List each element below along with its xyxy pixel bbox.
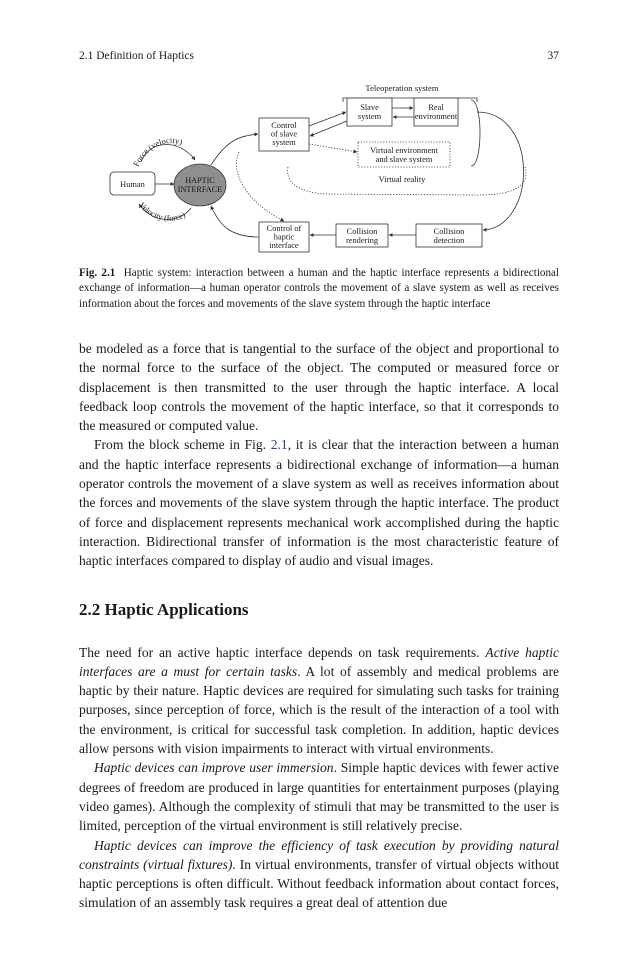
paragraph-3-emphasis: Active haptic interfaces are a must for certain tasks xyxy=(79,644,559,679)
paragraph-5-rest: . In virtual environments, transfer of virtual objects without haptic perceptions is often difficult. Without feedback information about contact forces, simulation of an assembly task requires a great deal of attention due xyxy=(79,856,559,911)
teleop-right-brace xyxy=(471,100,480,166)
control-slave-to-haptic-dotted xyxy=(236,152,284,221)
paragraph-3 xyxy=(79,643,559,759)
virtual-environment-line-2: and slave system xyxy=(375,155,433,164)
figure-caption xyxy=(79,266,559,312)
haptic-interface-line-2: INTERFACE xyxy=(177,185,223,194)
force-velocity-label: Force (velocity) xyxy=(131,136,184,169)
slave-system-line-2: system xyxy=(357,112,382,121)
paragraph-5-emphasis: Haptic devices can improve the efficiency of task execution by providing natural constraints (virtual fixtures) xyxy=(79,837,559,872)
feedback-return-curve xyxy=(477,112,524,230)
collision-rendering-line-2: rendering xyxy=(345,236,379,245)
paragraph-4-emphasis: Haptic devices can improve user immersion xyxy=(94,760,334,776)
body-text xyxy=(79,339,559,913)
running-header-section: 2.1 Definition of Haptics xyxy=(79,50,194,62)
virtual-reality-label: Virtual reality xyxy=(378,175,426,184)
section-heading: 2.2 Haptic Applications xyxy=(79,599,249,619)
figure-haptic-system xyxy=(79,74,559,260)
control-haptic-line-3: interface xyxy=(269,241,299,250)
paragraph-2-start: From the block scheme in Fig. xyxy=(94,437,271,453)
virtual-environment-box xyxy=(358,142,450,167)
paragraph-5 xyxy=(79,836,559,913)
collision-detection-box xyxy=(416,224,482,247)
collision-detection-line-1: Collision xyxy=(433,227,465,236)
human-label: Human xyxy=(120,180,145,189)
haptic-interface-line-1: HAPTIC xyxy=(185,176,215,185)
human-box xyxy=(110,172,155,195)
collision-rendering-line-1: Collision xyxy=(346,227,378,236)
haptic-to-control-slave-arrow xyxy=(211,134,258,165)
paragraph-3-start: The need for an active haptic interface depends on task requirements. xyxy=(79,644,486,660)
velocity-force-label: Velocity (force) xyxy=(137,200,187,223)
paragraph-2 xyxy=(79,435,559,570)
collision-rendering-box xyxy=(336,224,388,247)
real-environment-line-2: environment xyxy=(414,112,458,121)
figure-caption-text: Haptic system: interaction between a human and the haptic interface represents a bidirectional exchange of information—a human operator controls the movement of a slave system as well as receives information about the forces and movements of the slave system through the haptic interface xyxy=(79,267,559,310)
running-header xyxy=(79,50,559,66)
slave-system-line-1: Slave xyxy=(360,103,379,112)
paragraph-1: be modeled as a force that is tangential to the surface of the object and proportional to the normal force to the surface of the object. The computed or measured force or displacement is then transmitted to the user through the haptic interface. A local feedback loop controls the movement of the haptic interface, so that it corresponds to the measured or computed value. xyxy=(79,341,559,434)
control-slave-box xyxy=(259,118,309,151)
control-slave-line-2: of slave xyxy=(270,129,298,139)
figure-reference-link[interactable]: 2.1 xyxy=(270,437,288,453)
paragraph-4-rest: . Simple haptic devices with fewer active degrees of freedom are produced in large quantities for entertainment purposes (playing video games). Although the complexity of stimuli that may be transmitted to the user is limited, perception of the virtual environment is still relatively precise. xyxy=(79,760,559,834)
figure-caption-label: Fig. 2.1 xyxy=(79,267,116,279)
real-environment-box xyxy=(414,98,458,126)
real-environment-line-1: Real xyxy=(428,103,444,112)
haptic-interface-ellipse xyxy=(174,164,226,206)
control-slave-line-1: Control xyxy=(271,121,297,130)
paragraph-4 xyxy=(79,758,559,835)
control-to-virtual-arrow xyxy=(309,144,357,152)
teleop-label: Teleoperation system xyxy=(365,83,439,93)
control-haptic-line-1: Control of xyxy=(266,224,302,233)
control-slave-line-3: system xyxy=(272,138,296,147)
virtual-environment-line-1: Virtual environment xyxy=(370,146,438,155)
control-haptic-box xyxy=(259,222,309,252)
paragraph-2-rest: , it is clear that the interaction between a human and the haptic interface represents a bidirectional exchange of information—a human operator controls the movement of a slave system as well as receives information about the forces and movements of the slave system through the haptic interface. The product of force and displacement represents mechanical work accomplished during the haptic interaction. Bidirectional transfer of information is the most characteristic feature of haptic interfaces compared to display of audio and visual images. xyxy=(79,437,559,569)
collision-detection-line-2: detection xyxy=(433,236,465,245)
slave-system-box xyxy=(347,98,392,126)
control-haptic-to-interface-arrow xyxy=(211,206,259,237)
paragraph-3-rest: . A lot of assembly and medical problems are haptic by their nature. Haptic devices are required for simulating such tasks for training purposes, since perception of force, which is the result of the interaction of a tool with the environment, is critical for successful task completion. In addition, haptic devices allow persons with vision impairments to interact with virtual environments. xyxy=(79,663,560,757)
page-number: 37 xyxy=(547,50,559,62)
control-haptic-line-2: haptic xyxy=(273,232,295,242)
